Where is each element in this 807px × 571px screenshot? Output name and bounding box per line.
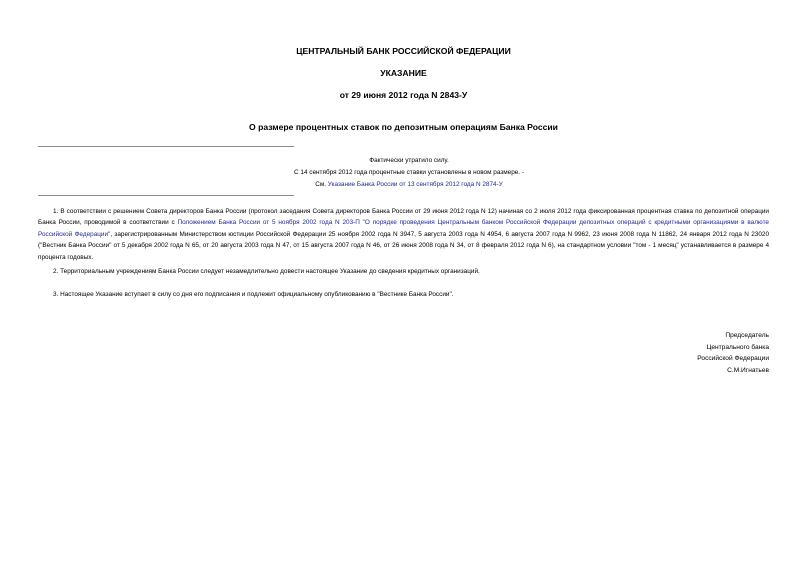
paragraph-1	[38, 206, 769, 263]
note-bottom-rule	[38, 195, 294, 196]
document-title: О размере процентных ставок по депозитным операциям Банка России	[249, 122, 558, 132]
status-note-line-2: С 14 сентября 2012 года процентные ставки установлены в новом размере. -	[294, 169, 524, 176]
signatory-name: С.М.Игнатьев	[727, 366, 769, 374]
signature-block	[569, 330, 769, 376]
regulation-link[interactable]: Положением Банка России от 5 ноября 2002 года N 203-П "О порядке проведения Центральным банком Российской Федерации депозитных операций с кредитными организациями в валюте Российской Федерации"	[38, 219, 769, 238]
paragraph-3: 3. Настоящее Указание вступает в силу со дня его подписания и подлежит официальному опубликованию в "Вестнике Банка России".	[53, 291, 454, 298]
signature-organization-country: Российской Федерации	[697, 355, 769, 362]
paragraph-1-text-a: 1. В соответствии с решением Совета директоров Банка России (протокол заседания Совета директоров Банка России от 29 июня 2012 года N 12) начиная со 2 июля 2012 года фиксированная процентная ставка по депозитной операции Банка России, проводимой в соответствии с	[38, 208, 769, 227]
paragraph-2: 2. Территориальным учреждениям Банка России следует незамедлительно довести настоящее Указание до сведения кредитных организаций.	[53, 268, 480, 275]
status-note-prefix: См.	[315, 181, 328, 188]
status-note-line-1: Фактически утратило силу.	[369, 157, 449, 164]
status-note-line-3	[38, 179, 780, 191]
document-date-number: от 29 июня 2012 года N 2843-У	[339, 90, 468, 100]
paragraph-1-text-b: , зарегистрированным Министерством юстиции Российской Федерации 25 ноября 2002 года N 3947, 5 августа 2003 года N 4954, 6 августа 2007 года N 9962, 23 июня 2008 года N 11862, 24 января 2012 года N 23020 ("Вестник Банка России" от 5 декабря 2002 года N 65, от 20 августа 2003 года N 47, от 15 августа 2007 года N 46, от 26 июня 2008 года N 34, от 8 февраля 2012 года N 6), на стандартном условии "том - 1 месяц" устанавливается в размере 4 процента годовых.	[38, 230, 769, 261]
signature-organization: Центрального банка	[706, 343, 769, 351]
document-type: УКАЗАНИЕ	[380, 68, 427, 78]
note-top-rule	[38, 146, 294, 147]
signature-position: Председатель	[725, 332, 769, 339]
issuer-heading: ЦЕНТРАЛЬНЫЙ БАНК РОССИЙСКОЙ ФЕДЕРАЦИИ	[296, 46, 511, 56]
status-note-link[interactable]: Указание Банка России от 13 сентября 2012 года N 2874-У	[327, 181, 503, 188]
